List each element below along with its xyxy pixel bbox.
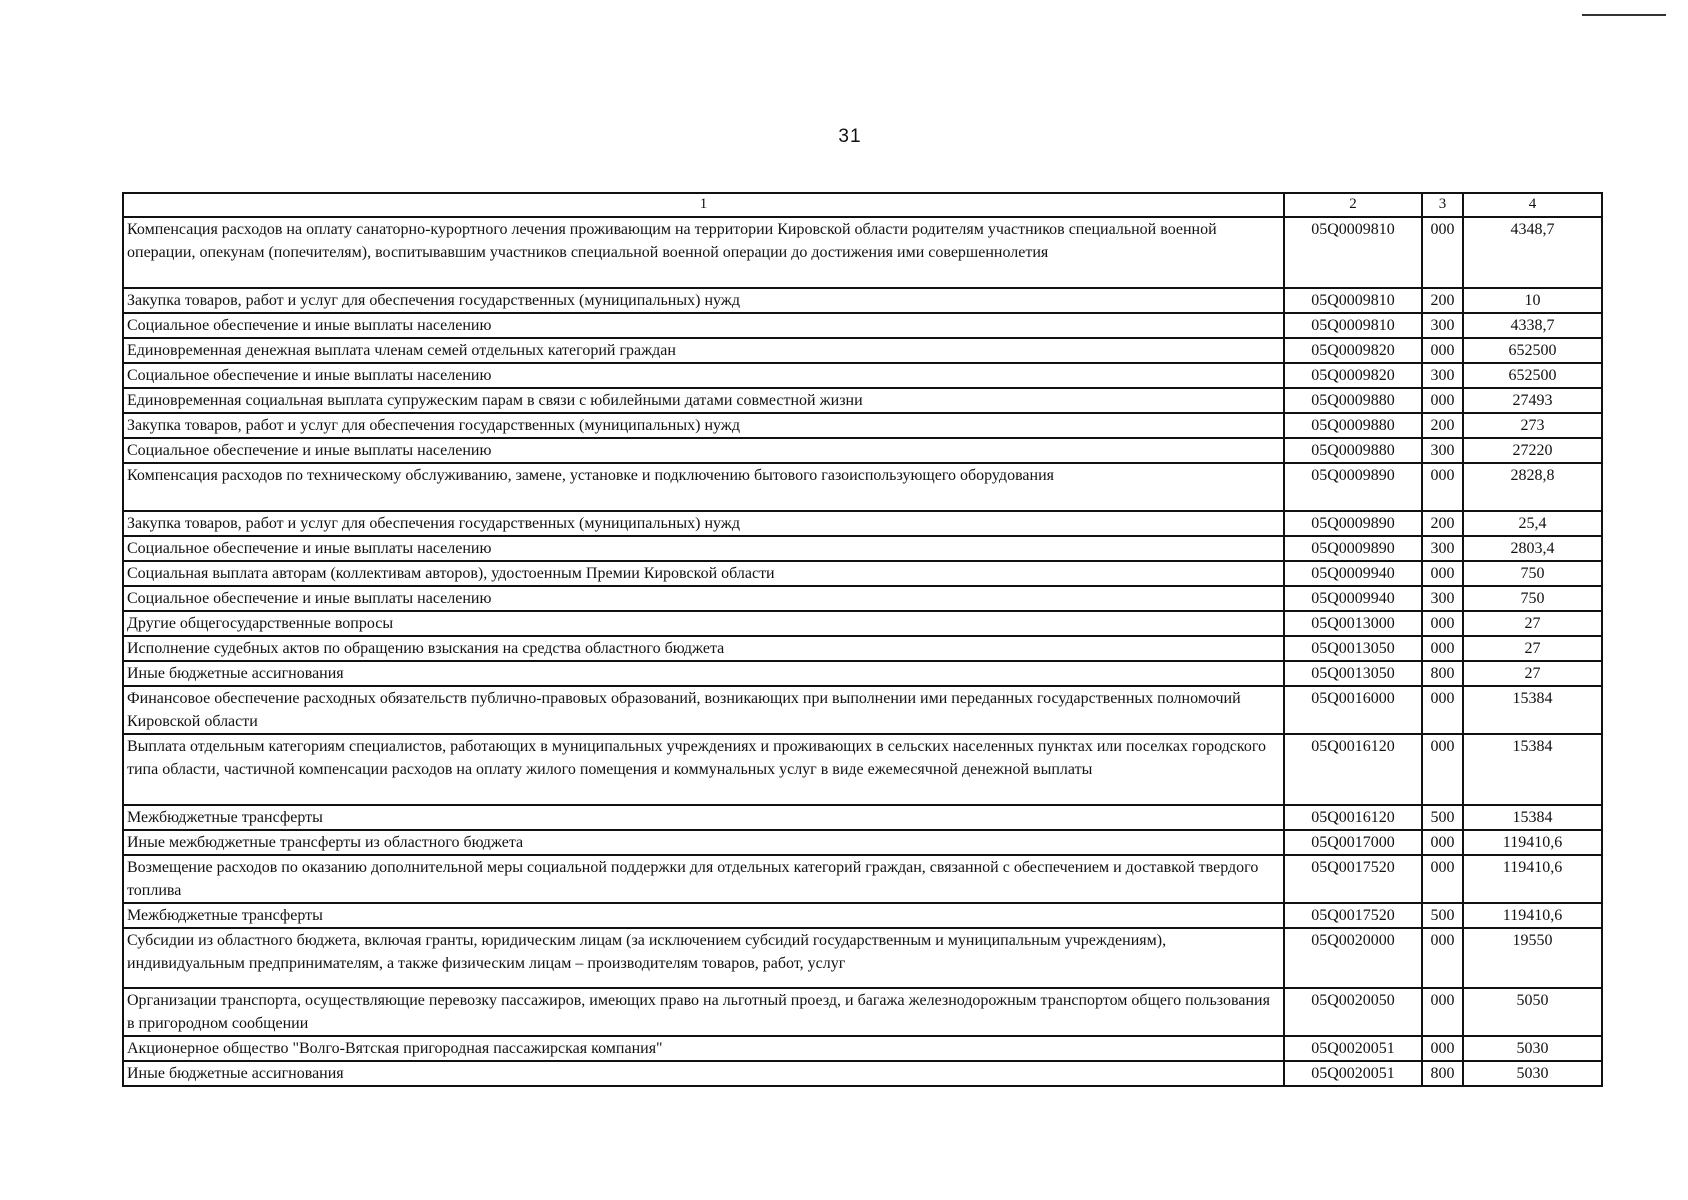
row-sum: 652500: [1463, 363, 1602, 388]
row-name: Социальное обеспечение и иные выплаты населению: [123, 363, 1284, 388]
row-expense-type: 000: [1422, 636, 1463, 661]
row-expense-type: 300: [1422, 313, 1463, 338]
table-row: [123, 928, 1602, 988]
row-name: Единовременная денежная выплата членам семей отдельных категорий граждан: [123, 338, 1284, 363]
row-sum: 25,4: [1463, 511, 1602, 536]
column-header-name: 1: [123, 193, 1284, 217]
table-row: [123, 1036, 1602, 1061]
row-name: Иные бюджетные ассигнования: [123, 1061, 1284, 1086]
table-row: [123, 661, 1602, 686]
table-row: [123, 1061, 1602, 1086]
table-row: [123, 830, 1602, 855]
table-row: [123, 388, 1602, 413]
row-sum: 4348,7: [1463, 217, 1602, 288]
table-row: [123, 805, 1602, 830]
table-row: [123, 438, 1602, 463]
row-sum: 19550: [1463, 928, 1602, 988]
table-row: [123, 363, 1602, 388]
row-code: 05Q0009890: [1284, 463, 1422, 511]
row-code: 05Q0013000: [1284, 611, 1422, 636]
row-sum: 27: [1463, 661, 1602, 686]
row-sum: 27493: [1463, 388, 1602, 413]
row-expense-type: 200: [1422, 288, 1463, 313]
row-expense-type: 200: [1422, 413, 1463, 438]
row-name: Закупка товаров, работ и услуг для обеспечения государственных (муниципальных) нужд: [123, 511, 1284, 536]
row-sum: 4338,7: [1463, 313, 1602, 338]
row-expense-type: 200: [1422, 511, 1463, 536]
row-expense-type: 000: [1422, 388, 1463, 413]
row-expense-type: 000: [1422, 928, 1463, 988]
page-number: 31: [838, 126, 862, 147]
column-header-sum: 4: [1463, 193, 1602, 217]
row-code: 05Q0017520: [1284, 855, 1422, 903]
row-sum: 15384: [1463, 686, 1602, 734]
row-name: Социальное обеспечение и иные выплаты населению: [123, 536, 1284, 561]
row-name: Другие общегосударственные вопросы: [123, 611, 1284, 636]
row-name: Финансовое обеспечение расходных обязательств публично-правовых образований, возникающих при выполнении ими переданных государственных полномочий Кировской области: [123, 686, 1284, 734]
row-sum: 750: [1463, 561, 1602, 586]
row-code: 05Q0013050: [1284, 636, 1422, 661]
row-name: Организации транспорта, осуществляющие перевозку пассажиров, имеющих право на льготный проезд, и багажа железнодорожным транспортом общего пользования в пригородном сообщении: [123, 988, 1284, 1036]
row-name: Субсидии из областного бюджета, включая гранты, юридическим лицам (за исключением субсидий государственным и муниципальным учреждениям), индивидуальным предпринимателям, а также физическим лицам – производителям товаров, работ, услуг: [123, 928, 1284, 988]
row-sum: 273: [1463, 413, 1602, 438]
row-expense-type: 000: [1422, 855, 1463, 903]
row-sum: 27220: [1463, 438, 1602, 463]
row-name: Закупка товаров, работ и услуг для обеспечения государственных (муниципальных) нужд: [123, 413, 1284, 438]
row-expense-type: 000: [1422, 734, 1463, 805]
row-name: Межбюджетные трансферты: [123, 903, 1284, 928]
row-code: 05Q0016120: [1284, 734, 1422, 805]
row-code: 05Q0016000: [1284, 686, 1422, 734]
table-row: [123, 586, 1602, 611]
table-row: [123, 217, 1602, 288]
table-row: [123, 988, 1602, 1036]
row-code: 05Q0009880: [1284, 413, 1422, 438]
row-name: Компенсация расходов на оплату санаторно-курортного лечения проживающим на территории Кировской области родителям участников специальной военной операции, опекунам (попечителям), воспитывавшим участников специальной военной операции до достижения ими совершеннолетия: [123, 217, 1284, 288]
row-expense-type: 000: [1422, 338, 1463, 363]
row-expense-type: 300: [1422, 586, 1463, 611]
table-row: [123, 855, 1602, 903]
row-name: Выплата отдельным категориям специалистов, работающих в муниципальных учреждениях и проживающих в сельских населенных пунктах или поселках городского типа области, частичной компенсации расходов на оплату жилого помещения и коммунальных услуг в виде ежемесячной денежной выплаты: [123, 734, 1284, 805]
row-code: 05Q0009940: [1284, 586, 1422, 611]
row-sum: 2828,8: [1463, 463, 1602, 511]
budget-table: [122, 192, 1603, 1087]
row-code: 05Q0020000: [1284, 928, 1422, 988]
row-code: 05Q0009820: [1284, 363, 1422, 388]
table-row: [123, 463, 1602, 511]
row-expense-type: 300: [1422, 438, 1463, 463]
row-sum: 5050: [1463, 988, 1602, 1036]
row-name: Закупка товаров, работ и услуг для обеспечения государственных (муниципальных) нужд: [123, 288, 1284, 313]
row-expense-type: 000: [1422, 217, 1463, 288]
row-sum: 5030: [1463, 1061, 1602, 1086]
row-code: 05Q0009890: [1284, 511, 1422, 536]
row-name: Иные межбюджетные трансферты из областного бюджета: [123, 830, 1284, 855]
table-row: [123, 536, 1602, 561]
row-name: Исполнение судебных актов по обращению взыскания на средства областного бюджета: [123, 636, 1284, 661]
row-sum: 2803,4: [1463, 536, 1602, 561]
table-row: [123, 903, 1602, 928]
row-sum: 5030: [1463, 1036, 1602, 1061]
row-sum: 119410,6: [1463, 855, 1602, 903]
header-row: [123, 193, 1602, 217]
row-name: Иные бюджетные ассигнования: [123, 661, 1284, 686]
row-sum: 652500: [1463, 338, 1602, 363]
row-expense-type: 800: [1422, 661, 1463, 686]
table-row: [123, 313, 1602, 338]
row-name: Межбюджетные трансферты: [123, 805, 1284, 830]
row-expense-type: 000: [1422, 1036, 1463, 1061]
row-code: 05Q0013050: [1284, 661, 1422, 686]
row-code: 05Q0009890: [1284, 536, 1422, 561]
row-sum: 15384: [1463, 805, 1602, 830]
row-code: 05Q0009880: [1284, 438, 1422, 463]
row-code: 05Q0017000: [1284, 830, 1422, 855]
table-row: [123, 338, 1602, 363]
row-expense-type: 000: [1422, 611, 1463, 636]
row-name: Социальная выплата авторам (коллективам авторов), удостоенным Премии Кировской области: [123, 561, 1284, 586]
table-row: [123, 636, 1602, 661]
row-code: 05Q0016120: [1284, 805, 1422, 830]
row-expense-type: 300: [1422, 536, 1463, 561]
row-expense-type: 500: [1422, 805, 1463, 830]
table-row: [123, 413, 1602, 438]
row-code: 05Q0009810: [1284, 288, 1422, 313]
row-expense-type: 300: [1422, 363, 1463, 388]
row-sum: 27: [1463, 636, 1602, 661]
row-expense-type: 000: [1422, 561, 1463, 586]
row-sum: 27: [1463, 611, 1602, 636]
column-header-code: 2: [1284, 193, 1422, 217]
table-row: [123, 511, 1602, 536]
table-row: [123, 686, 1602, 734]
row-sum: 10: [1463, 288, 1602, 313]
row-sum: 119410,6: [1463, 830, 1602, 855]
row-expense-type: 000: [1422, 686, 1463, 734]
row-name: Возмещение расходов по оказанию дополнительной меры социальной поддержки для отдельных категорий граждан, связанной с обеспечением и доставкой твердого топлива: [123, 855, 1284, 903]
row-name: Социальное обеспечение и иные выплаты населению: [123, 438, 1284, 463]
row-sum: 750: [1463, 586, 1602, 611]
row-code: 05Q0020051: [1284, 1036, 1422, 1061]
row-expense-type: 800: [1422, 1061, 1463, 1086]
row-name: Социальное обеспечение и иные выплаты населению: [123, 586, 1284, 611]
row-code: 05Q0009810: [1284, 217, 1422, 288]
row-expense-type: 000: [1422, 463, 1463, 511]
row-code: 05Q0020050: [1284, 988, 1422, 1036]
row-name: Компенсация расходов по техническому обслуживанию, замене, установке и подключению бытового газоиспользующего оборудования: [123, 463, 1284, 511]
row-code: 05Q0009940: [1284, 561, 1422, 586]
row-expense-type: 000: [1422, 988, 1463, 1036]
table-row: [123, 611, 1602, 636]
row-expense-type: 500: [1422, 903, 1463, 928]
row-name: Единовременная социальная выплата супружеским парам в связи с юбилейными датами совместной жизни: [123, 388, 1284, 413]
row-expense-type: 000: [1422, 830, 1463, 855]
row-sum: 15384: [1463, 734, 1602, 805]
row-code: 05Q0017520: [1284, 903, 1422, 928]
column-header-expense-type: 3: [1422, 193, 1463, 217]
table-row: [123, 288, 1602, 313]
table-row: [123, 561, 1602, 586]
row-name: Акционерное общество "Волго-Вятская пригородная пассажирская компания": [123, 1036, 1284, 1061]
row-name: Социальное обеспечение и иные выплаты населению: [123, 313, 1284, 338]
row-code: 05Q0009880: [1284, 388, 1422, 413]
table-row: [123, 734, 1602, 805]
row-code: 05Q0009820: [1284, 338, 1422, 363]
row-code: 05Q0020051: [1284, 1061, 1422, 1086]
row-code: 05Q0009810: [1284, 313, 1422, 338]
corner-mark: [1582, 14, 1666, 16]
row-sum: 119410,6: [1463, 903, 1602, 928]
